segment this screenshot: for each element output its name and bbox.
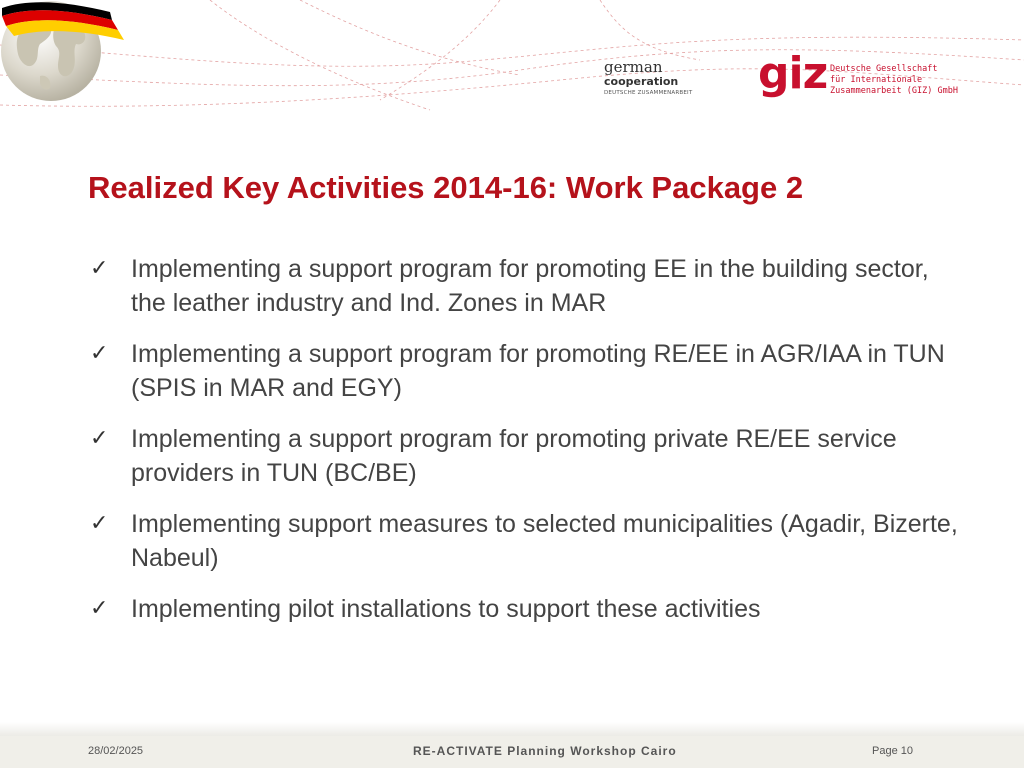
bullet-item xyxy=(88,422,968,490)
checkmark-icon: ✓ xyxy=(90,596,109,621)
giz-name-line2: für Internationale xyxy=(830,75,923,85)
bullet-text: Implementing pilot installations to support these activities xyxy=(131,595,761,623)
slide-title: Realized Key Activities 2014-16: Work Package 2 xyxy=(88,170,804,205)
bullet-text: Implementing a support program for promoting RE/EE in AGR/IAA in TUN (SPIS in MAR and EGY) xyxy=(131,340,945,402)
bullet-list xyxy=(88,252,968,643)
giz-name xyxy=(830,64,958,97)
bullet-item xyxy=(88,592,968,626)
footer-event-name: RE-ACTIVATE Planning Workshop Cairo xyxy=(413,744,677,758)
german-cooperation-line3: DEUTSCHE ZUSAMMENARBEIT xyxy=(604,90,693,96)
footer-band xyxy=(0,722,1024,736)
giz-name-line1: Deutsche Gesellschaft xyxy=(830,64,938,74)
giz-logo: giz xyxy=(758,48,828,99)
bullet-item xyxy=(88,507,968,575)
german-cooperation-line2: cooperation xyxy=(604,75,679,88)
bullet-text: Implementing a support program for promoting EE in the building sector, the leather industry and Ind. Zones in MAR xyxy=(131,255,929,317)
german-cooperation-line1: german xyxy=(604,58,663,76)
footer-page-number: Page 10 xyxy=(872,745,913,757)
checkmark-icon: ✓ xyxy=(90,426,109,451)
footer-date: 28/02/2025 xyxy=(88,745,144,757)
bullet-item xyxy=(88,337,968,405)
checkmark-icon: ✓ xyxy=(90,256,109,281)
checkmark-icon: ✓ xyxy=(90,341,109,366)
bullet-text: Implementing support measures to selected municipalities (Agadir, Bizerte, Nabeul) xyxy=(131,510,958,572)
giz-name-line3: Zusammenarbeit (GIZ) GmbH xyxy=(830,86,958,96)
bullet-item xyxy=(88,252,968,320)
german-cooperation-flag-icon xyxy=(0,0,130,80)
bullet-text: Implementing a support program for promoting private RE/EE service providers in TUN (BC/BE) xyxy=(131,425,897,487)
checkmark-icon: ✓ xyxy=(90,511,109,536)
slide-header xyxy=(0,0,1024,130)
